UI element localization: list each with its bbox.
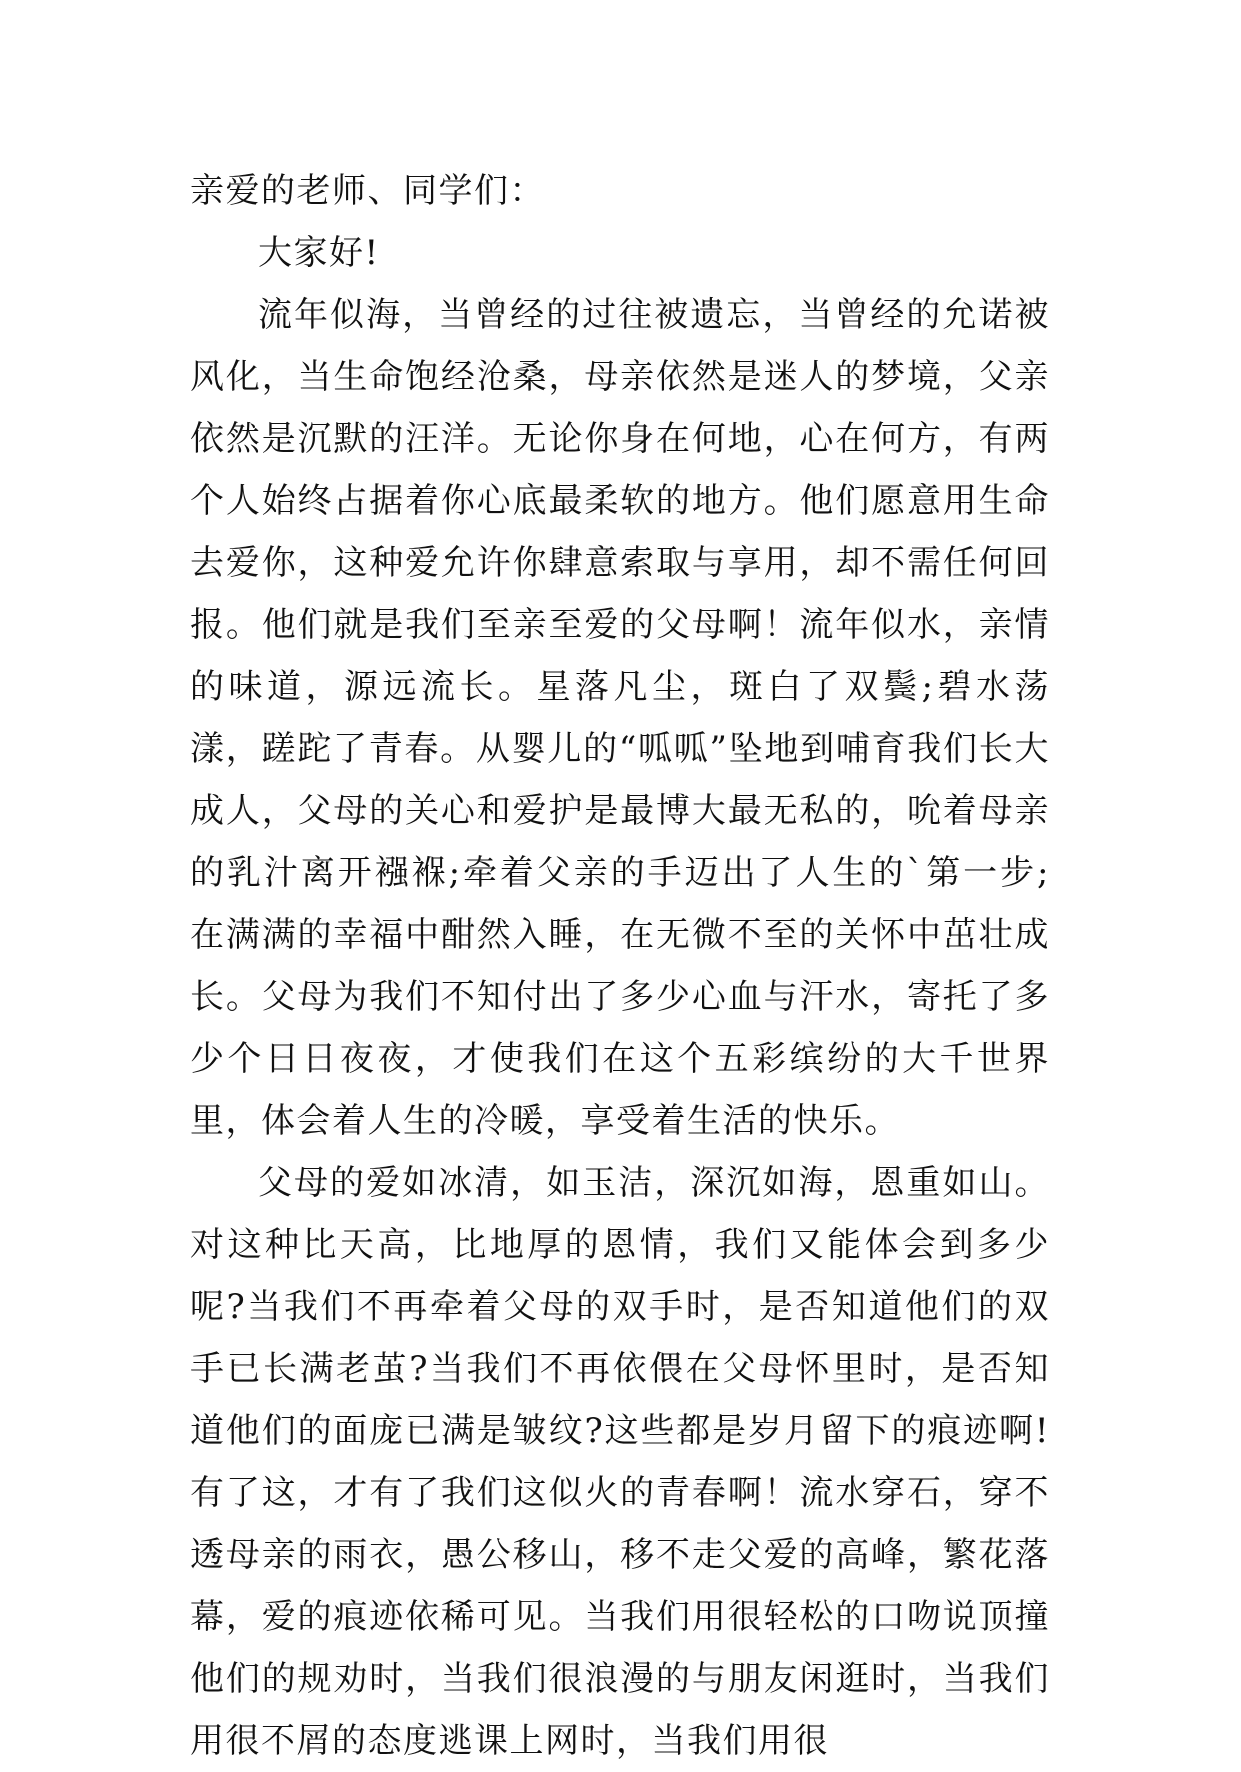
document-page: [190, 160, 1050, 1772]
body-paragraph-1: 流年似海，当曾经的过往被遗忘，当曾经的允诺被风化，当生命饱经沧桑，母亲依然是迷人的梦境，父亲依然是沉默的汪洋。无论你身在何地，心在何方，有两个人始终占据着你心底最柔软的地方。他们愿意用生命去爱你，这种爱允许你肆意索取与享用，却不需任何回报。他们就是我们至亲至爱的父母啊！流年似水，亲情的味道，源远流长。星落凡尘，斑白了双鬓;碧水荡漾，蹉跎了青春。从婴儿的“呱呱”坠地到哺育我们长大成人，父母的关心和爱护是最博大最无私的，吮着母亲的乳汁离开襁褓;牵着父亲的手迈出了人生的`第一步;在满满的幸福中酣然入睡，在无微不至的关怀中茁壮成长。父母为我们不知付出了多少心血与汗水，寄托了多少个日日夜夜，才使我们在这个五彩缤纷的大千世界里，体会着人生的冷暖，享受着生活的快乐。: [190, 295, 1050, 1141]
salutation: 亲爱的老师、同学们：: [190, 171, 545, 211]
greeting-paragraph: 大家好!: [258, 233, 380, 273]
body-paragraph-2: 父母的爱如冰清，如玉洁，深沉如海，恩重如山。对这种比天高，比地厚的恩情，我们又能体会到多少呢?当我们不再牵着父母的双手时，是否知道他们的双手已长满老茧?当我们不再依偎在父母怀里时，是否知道他们的面庞已满是皱纹?这些都是岁月留下的痕迹啊!有了这，才有了我们这似火的青春啊！流水穿石，穿不透母亲的雨衣，愚公移山，移不走父爱的高峰，繁花落幕，爱的痕迹依稀可见。当我们用很轻松的口吻说顶撞他们的规劝时，当我们很浪漫的与朋友闲逛时，当我们用很不屑的态度逃课上网时，当我们用很: [190, 1163, 1050, 1761]
